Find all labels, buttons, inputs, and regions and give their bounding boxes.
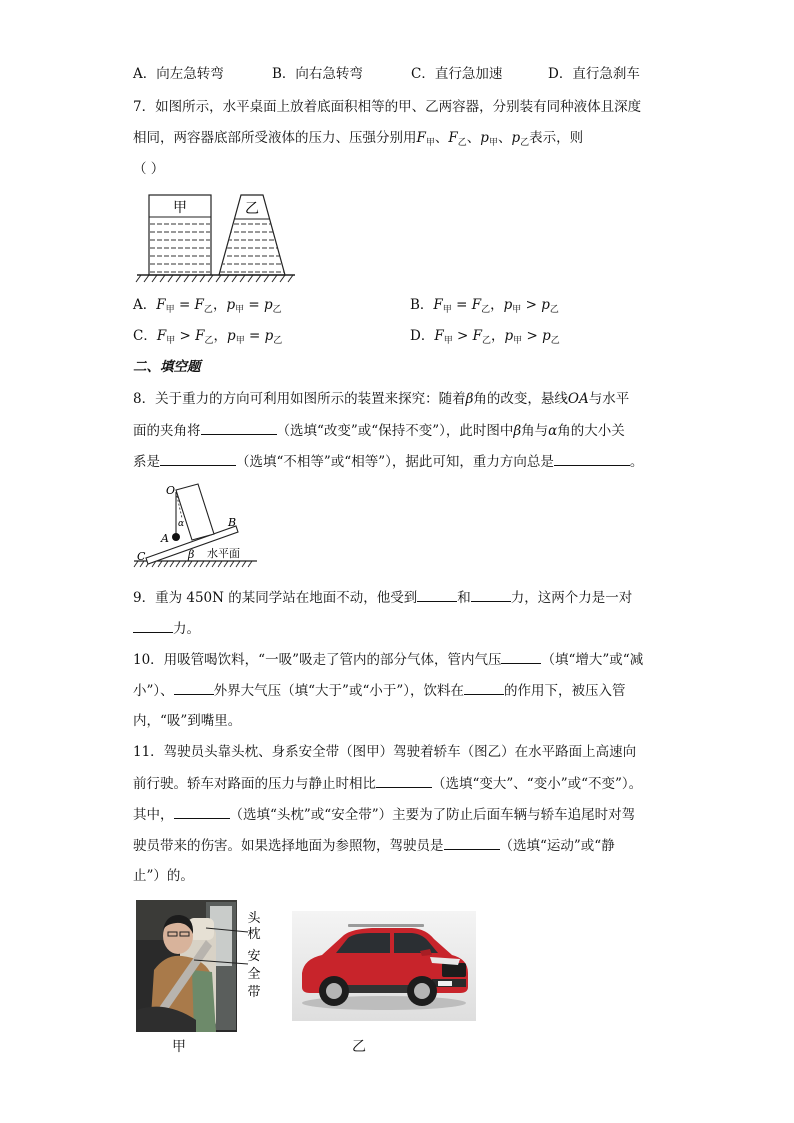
q7-option-b: B．$F_甲 = F_乙$，$p_甲 > p_乙$	[410, 297, 559, 315]
svg-text:β: β	[188, 548, 195, 561]
q11-blank-3[interactable]	[444, 835, 500, 850]
q11-line2: 前行驶。轿车对路面的压力与静止时相比 （选填“变大”、“变小”或“不变”）。	[133, 773, 642, 794]
svg-text:α: α	[178, 519, 185, 529]
label-headrest-1: 头	[247, 911, 261, 926]
q8-blank-3[interactable]	[554, 451, 630, 466]
caption-jia: 甲	[172, 1039, 186, 1055]
q11-line3: 其中， （选填“头枕”或“安全带”）主要为了防止后面车辆与轿车追尾时对驾	[133, 804, 635, 825]
svg-text:C: C	[137, 550, 146, 563]
liquid-jia	[150, 218, 210, 274]
label-seatbelt-3: 带	[247, 985, 261, 1000]
label-yi: 乙	[245, 201, 259, 217]
q9-line1: 9．重为 450N 的某同学站在地面不动，他受到 和 力，这两个力是一对	[133, 587, 632, 608]
q8-line2: 面的夹角将 （选填“改变”或“保持不变”），此时图中β角与α角的大小关	[133, 420, 625, 441]
plumb-bob	[172, 533, 180, 541]
q10-blank-2[interactable]	[174, 680, 214, 695]
q9-blank-2[interactable]	[471, 587, 511, 602]
q11-line5: 止”）的。	[133, 868, 194, 884]
driver-photo	[136, 900, 266, 1034]
q10-blank-3[interactable]	[464, 680, 504, 695]
label-jia: 甲	[173, 200, 187, 216]
q6-option-c: C．直行急加速	[411, 66, 503, 82]
car-photo	[292, 911, 476, 1021]
q9-line2: 力。	[133, 618, 200, 639]
q7-option-d: D．$F_甲 > F_乙$，$p_甲 > p_乙$	[410, 328, 560, 346]
q8-blank-1[interactable]	[201, 420, 277, 435]
svg-text:B: B	[228, 516, 237, 529]
svg-text:A: A	[161, 532, 169, 545]
q7-option-a: A．$F_甲 = F_乙$，$p_甲 = p_乙$	[133, 297, 282, 315]
section-title: 二、填空题	[133, 359, 201, 375]
q7-option-c: C．$F_甲 > F_乙$，$p_甲 = p_乙$	[133, 328, 283, 346]
label-seatbelt-1: 安	[247, 949, 261, 964]
label-headrest-2: 枕	[247, 927, 261, 942]
q11-blank-1[interactable]	[376, 773, 432, 788]
q11-blank-2[interactable]	[174, 804, 230, 819]
tilted-frame	[176, 484, 214, 540]
q7-line2: 相同，两容器底部所受液体的压力、压强分别用$F_甲$、$F_乙$、$p_甲$、$p_乙$表示，则	[133, 130, 584, 148]
q11-line4: 驶员带来的伤害。如果选择地面为参照物，驾驶员是 （选填“运动”或“静	[133, 835, 615, 856]
q6-option-b: B．向右急转弯	[272, 66, 363, 82]
q8-line1: 8．关于重力的方向可利用如图所示的装置来探究：随着β角的改变，悬线OA与水平	[133, 391, 630, 407]
q7-answer-paren: （ ）	[133, 161, 165, 177]
q6-option-d: D．直行急刹车	[548, 66, 640, 82]
q8-line3: 系是 （选填“不相等”或“相等”），据此可知，重力方向总是 。	[133, 451, 643, 472]
q8-blank-2[interactable]	[160, 451, 236, 466]
q10-line2: 小”）、 外界大气压（填“大于”或“小于”），饮料在 的作用下，被压入管	[133, 680, 626, 701]
svg-text:O: O	[166, 484, 176, 497]
q10-blank-1[interactable]	[501, 649, 541, 664]
q10-line1: 10．用吸管喝饮料，“一吸”吸走了管内的部分气体，管内气压 （填“增大”或“减	[133, 649, 643, 670]
q7-containers-figure	[135, 188, 297, 284]
q6-option-a: A．向左急转弯	[133, 66, 224, 82]
q7-line1: 7．如图所示，水平桌面上放着底面积相等的甲、乙两容器，分别装有同种液体且深度	[133, 99, 642, 115]
q11-line1: 11．驾驶员头靠头枕、身系安全带（图甲）驾驶着轿车（图乙）在水平路面上高速向	[133, 744, 637, 760]
svg-text:水平面: 水平面	[207, 547, 240, 560]
q10-line3: 内，“吸”到嘴里。	[133, 713, 242, 729]
caption-yi: 乙	[352, 1039, 366, 1055]
q9-blank-3[interactable]	[133, 618, 173, 633]
liquid-yi	[219, 220, 285, 274]
label-seatbelt-2: 全	[247, 967, 261, 982]
q8-plumb-figure	[132, 480, 262, 572]
q9-blank-1[interactable]	[417, 587, 457, 602]
